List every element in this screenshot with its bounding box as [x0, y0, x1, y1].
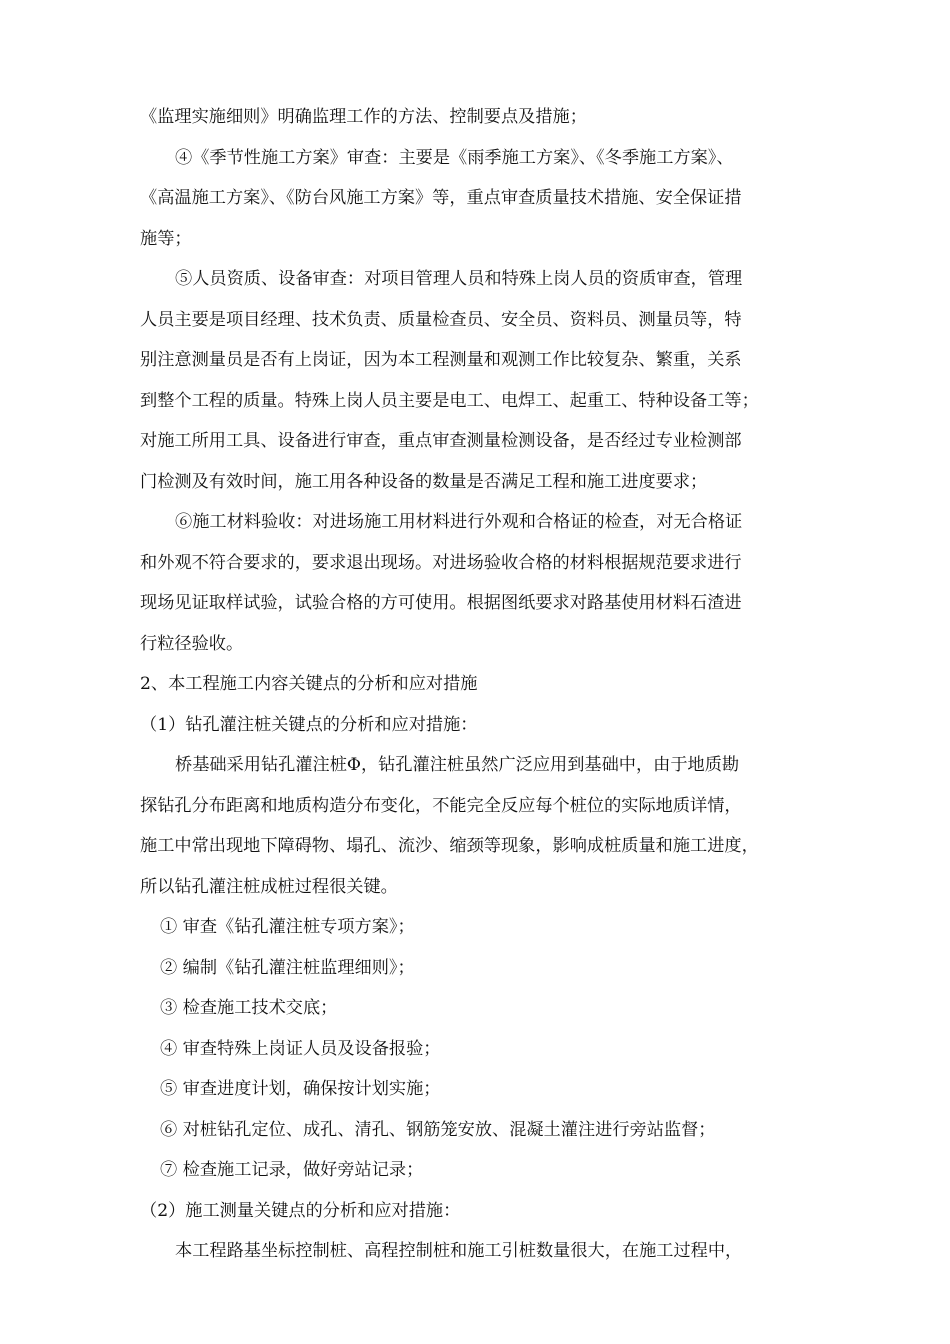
- paragraph-line: 《监理实施细则》明确监理工作的方法、控制要点及措施；: [140, 107, 587, 127]
- paragraph-line: 门检测及有效时间，施工用各种设备的数量是否满足工程和施工进度要求；: [140, 472, 708, 492]
- paragraph-line: 施等；: [140, 229, 192, 249]
- paragraph-line: 探钻孔分布距离和地质构造分布变化，不能完全反应每个桩位的实际地质详情，: [140, 796, 742, 816]
- subsection-heading: （1）钻孔灌注桩关键点的分析和应对措施：: [140, 715, 478, 735]
- paragraph-line: 桥基础采用钻孔灌注桩Φ，钻孔灌注桩虽然广泛应用到基础中，由于地质勘: [175, 755, 740, 775]
- paragraph-line: 《高温施工方案》、《防台风施工方案》等，重点审查质量技术措施、安全保证措: [140, 188, 742, 208]
- paragraph-line: 施工中常出现地下障碍物、塌孔、流沙、缩颈等现象，影响成桩质量和施工进度，: [140, 836, 759, 856]
- paragraph-line: 本工程路基坐标控制桩、高程控制桩和施工引桩数量很大，在施工过程中，: [175, 1241, 743, 1261]
- paragraph-line: 别注意测量员是否有上岗证，因为本工程测量和观测工作比较复杂、繁重，关系: [140, 350, 742, 370]
- paragraph-line: 现场见证取样试验，试验合格的方可使用。根据图纸要求对路基使用材料石渣进: [140, 593, 742, 613]
- paragraph-line: 对施工所用工具、设备进行审查，重点审查测量检测设备，是否经过专业检测部: [140, 431, 742, 451]
- list-item: ⑤ 审查进度计划，确保按计划实施；: [160, 1079, 441, 1099]
- paragraph-line: 和外观不符合要求的，要求退出现场。对进场验收合格的材料根据规范要求进行: [140, 553, 742, 573]
- paragraph-line: 人员主要是项目经理、技术负责、质量检查员、安全员、资料员、测量员等，特: [140, 310, 742, 330]
- paragraph-line: ④《季节性施工方案》审查：主要是《雨季施工方案》、《冬季施工方案》、: [175, 148, 734, 168]
- list-item: ④ 审查特殊上岗证人员及设备报验；: [160, 1039, 441, 1059]
- list-item: ⑥ 对桩钻孔定位、成孔、清孔、钢筋笼安放、混凝土灌注进行旁站监督；: [160, 1120, 716, 1140]
- paragraph-line: 行粒径验收。: [140, 634, 244, 654]
- list-item: ① 审查《钻孔灌注桩专项方案》；: [160, 917, 415, 937]
- paragraph-line: ⑤人员资质、设备审查：对项目管理人员和特殊上岗人员的资质审查，管理: [175, 269, 743, 289]
- paragraph-line: 所以钻孔灌注桩成桩过程很关键。: [140, 877, 398, 897]
- paragraph-line: ⑥施工材料验收：对进场施工用材料进行外观和合格证的检查，对无合格证: [175, 512, 743, 532]
- paragraph-line: 到整个工程的质量。特殊上岗人员主要是电工、电焊工、起重工、特种设备工等；: [140, 391, 759, 411]
- section-heading: 2、本工程施工内容关键点的分析和应对措施: [140, 674, 478, 694]
- list-item: ⑦ 检查施工记录，做好旁站记录；: [160, 1160, 424, 1180]
- list-item: ② 编制《钻孔灌注桩监理细则》；: [160, 958, 415, 978]
- list-item: ③ 检查施工技术交底；: [160, 998, 338, 1018]
- subsection-heading: （2）施工测量关键点的分析和应对措施：: [140, 1201, 461, 1221]
